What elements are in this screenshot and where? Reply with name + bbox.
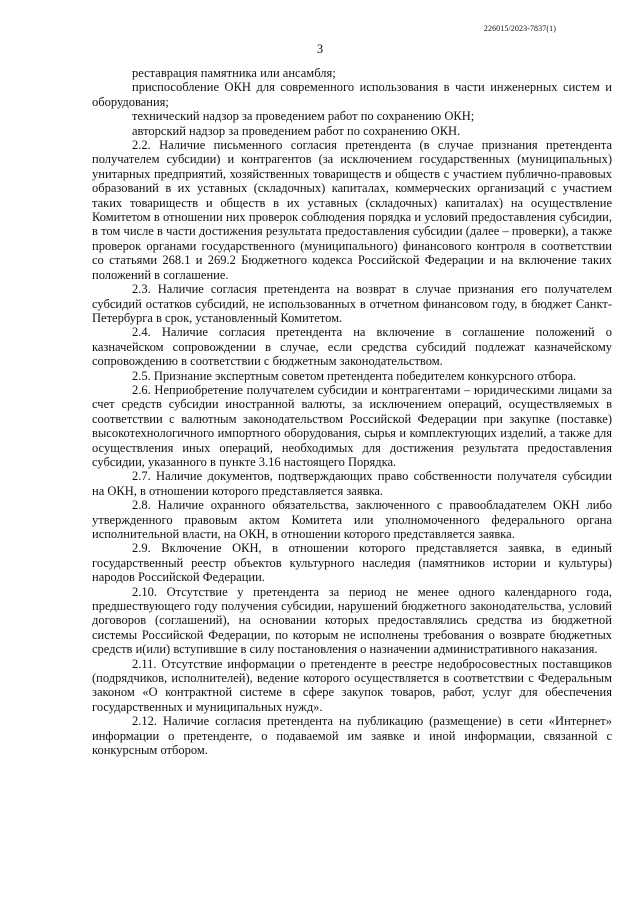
paragraph-2-12: 2.12. Наличие согласия претендента на публикацию (размещение) в сети «Интернет» информации о претенденте, о подаваемой им заявке и иной информации, связанной с конкурсным отбором. bbox=[92, 714, 612, 758]
paragraph-2-4: 2.4. Наличие согласия претендента на включение в соглашение положений о казначейском сопровождении в случае, если средства субсидий подлежат казначейскому сопровождению в соответствии с бюджетным законодательством. bbox=[92, 325, 612, 369]
paragraph-2-9: 2.9. Включение ОКН, в отношении которого представляется заявка, в единый государственный реестр объектов культурного наследия (памятников истории и культуры) народов Российской Федерации. bbox=[92, 541, 612, 585]
document-body bbox=[92, 66, 612, 758]
paragraph-2-3: 2.3. Наличие согласия претендента на возврат в случае признания его получателем субсидий остатков субсидий, не использованных в отчетном финансовом году, в бюджет Санкт-Петербурга в срок, установленный Комитетом. bbox=[92, 282, 612, 325]
paragraph-2-8: 2.8. Наличие охранного обязательства, заключенного с правообладателем ОКН либо утвержденного правовым актом Комитета или уполномоченного федерального органа исполнительной власти, на ОКН, в отношении которого представляется заявка. bbox=[92, 498, 612, 541]
paragraph-2-2: 2.2. Наличие письменного согласия претендента (в случае признания претендента получателем субсидии) и контрагентов (за исключением государственных (муниципальных) унитарных предприятий, хозяйственных товариществ и обществ с участием публично-правовых образований в их уставных (складочных) капиталах, коммерческих организаций с участием таких товариществ и обществ в их уставных (складочных) капиталах) на осуществление Комитетом в отношении них проверок соблюдения порядка и условий предоставления субсидии, в том числе в части достижения результата предоставления субсидии (далее – проверки), а также проверок органами государственного (муниципального) финансового контроля в соответствии со статьями 268.1 и 269.2 Бюджетного кодекса Российской Федерации и на включение таких положений в соглашение. bbox=[92, 138, 612, 282]
document-id: 226015/2023-7837(1) bbox=[483, 24, 556, 33]
paragraph-2-7: 2.7. Наличие документов, подтверждающих право собственности получателя субсидии на ОКН, в отношении которого представляется заявка. bbox=[92, 469, 612, 498]
paragraph-2-6: 2.6. Неприобретение получателем субсидии и контрагентами – юридическими лицами за счет средств субсидии иностранной валюты, за исключением операций, осуществляемых в соответствии с валютным законодательством Российской Федерации при закупке (поставке) высокотехнологичного импортного оборудования, сырья и комплектующих изделий, а также для осуществления иных операций, необходимых для достижения результата предоставления субсидии, указанного в пункте 3.16 настоящего Порядка. bbox=[92, 382, 612, 469]
paragraph-2-5: 2.5. Признание экспертным советом претендента победителем конкурсного отбора. bbox=[132, 368, 577, 383]
page-number: 3 bbox=[316, 42, 324, 56]
paragraph-list-item: авторский надзор за проведением работ по сохранению ОКН. bbox=[132, 123, 461, 138]
paragraph-2-11: 2.11. Отсутствие информации о претенденте в реестре недобросовестных поставщиков (подрядчиков, исполнителей), ведение которого осуществляется в соответствии с Федеральным законом «О контрактной системе в сфере закупок товаров, работ, услуг для обеспечения государственных и муниципальных нужд». bbox=[92, 656, 612, 714]
paragraph-2-10: 2.10. Отсутствие у претендента за период не менее одного календарного года, предшествующего году получения субсидии, нарушений бюджетного законодательства, условий договоров (соглашений), на основании которых предоставлялись средства из бюджетной системы Российской Федерации, по которым не исполнены требования о возврате бюджетных средств и(или) вступившие в силу постановления о назначении административного наказания. bbox=[92, 584, 612, 657]
paragraph-list-item: реставрация памятника или ансамбля; bbox=[132, 66, 336, 80]
paragraph-list-item: приспособление ОКН для современного использования в части инженерных систем и оборудования; bbox=[92, 80, 612, 109]
paragraph-list-item: технический надзор за проведением работ по сохранению ОКН; bbox=[132, 109, 475, 124]
